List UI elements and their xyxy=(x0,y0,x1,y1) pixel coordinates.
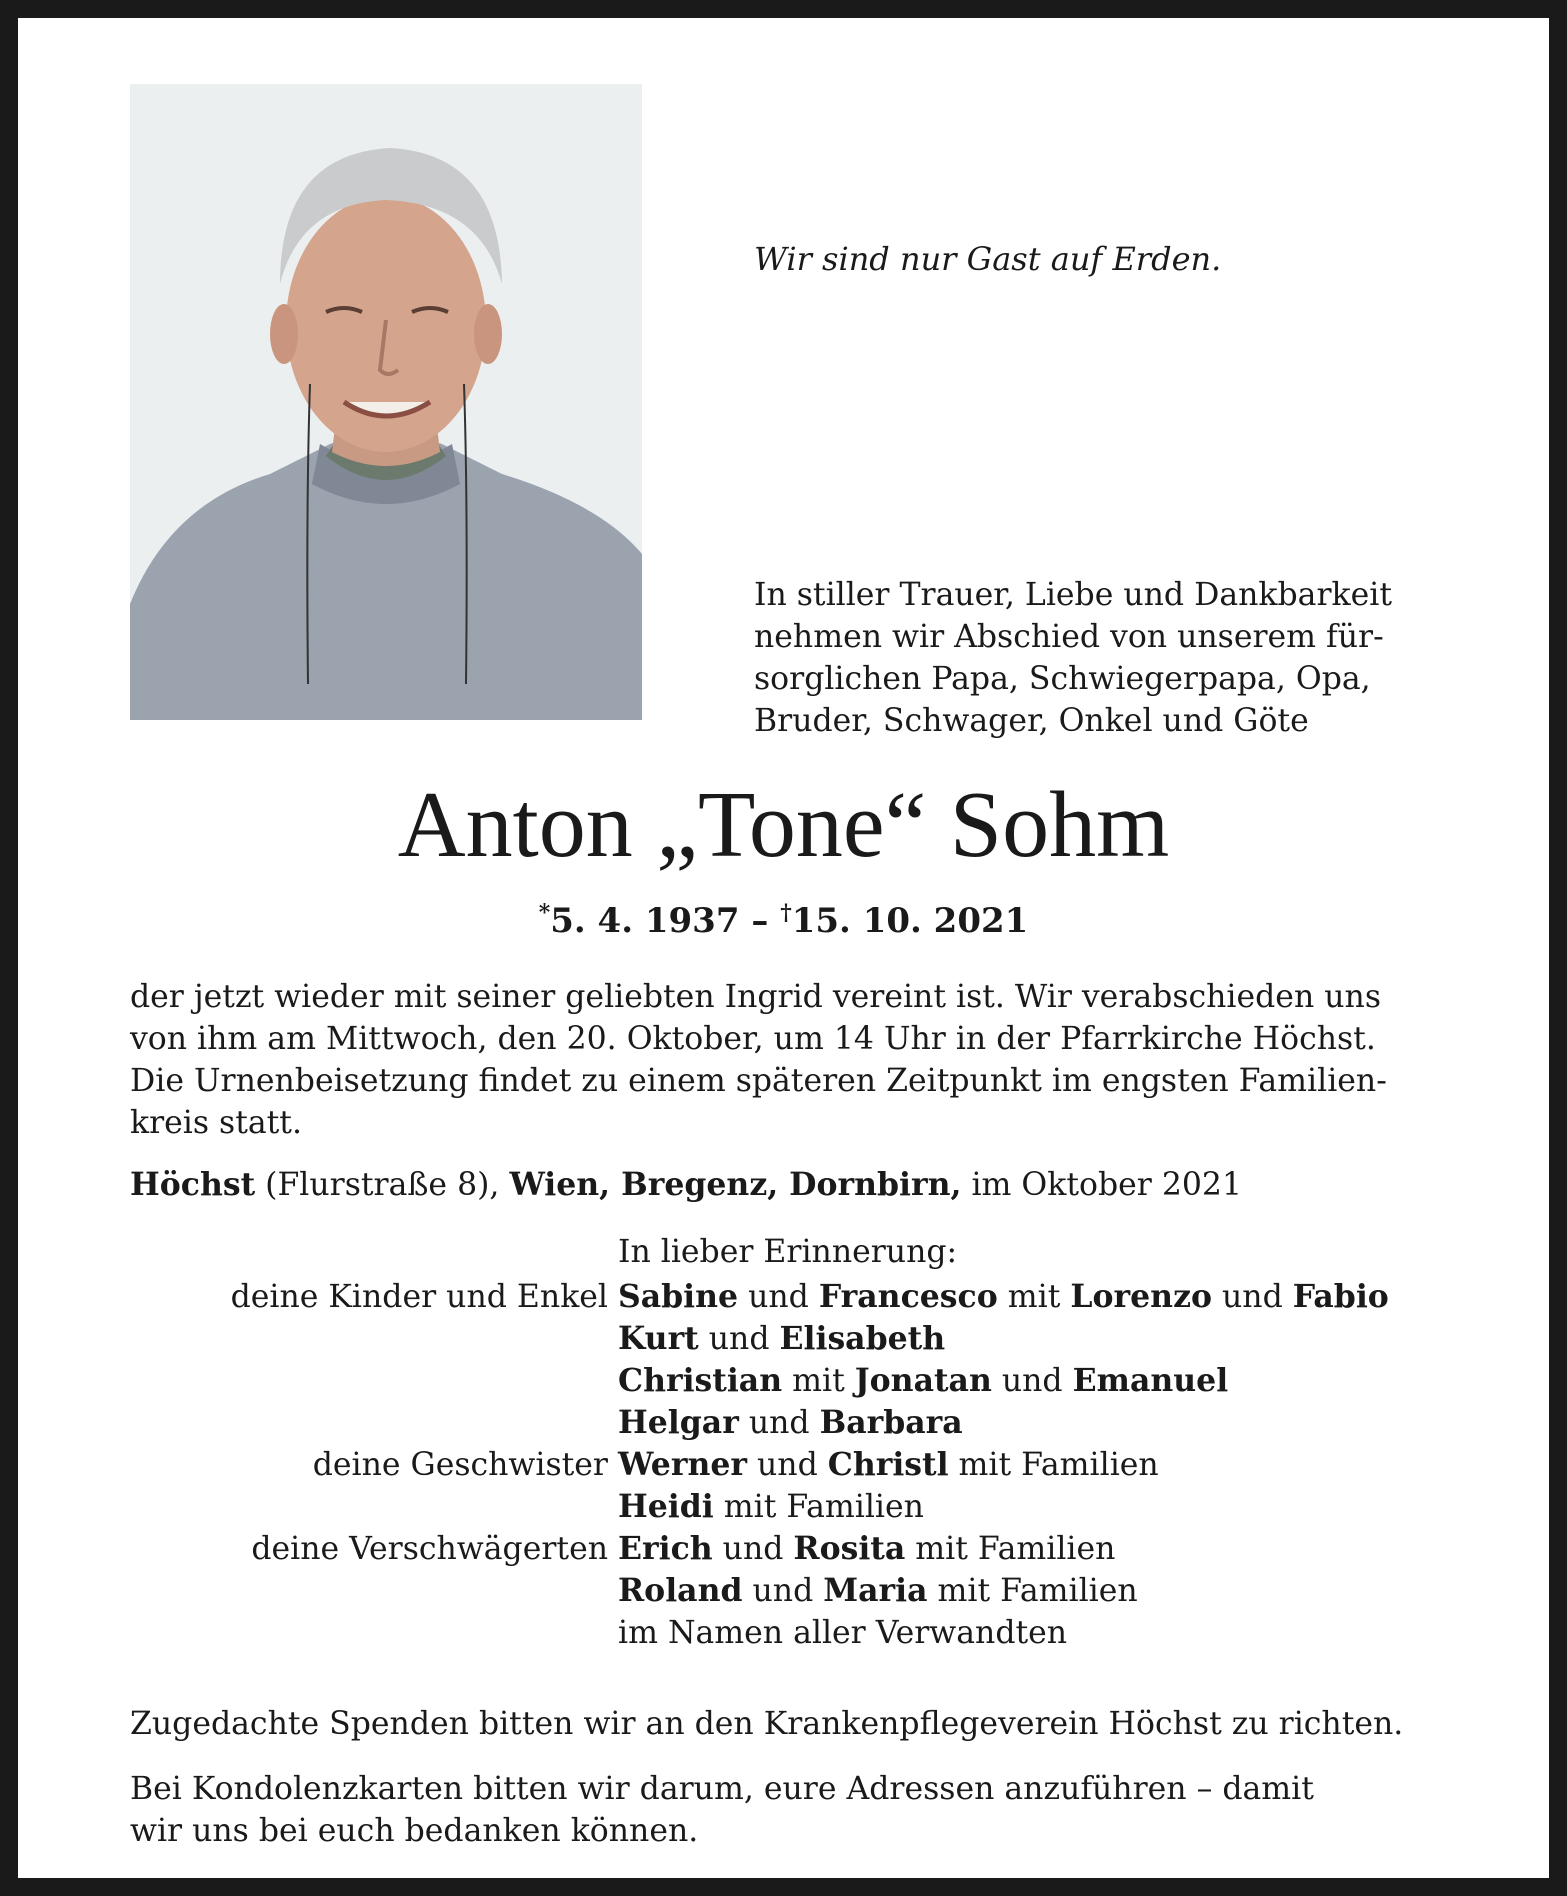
death-date: 15. 10. 2021 xyxy=(791,901,1029,941)
date-separator: – xyxy=(739,901,781,941)
portrait-photo xyxy=(130,84,642,720)
family-names: Christian mit Jonatan und Emanuel xyxy=(618,1362,1229,1399)
intro-line: sorglichen Papa, Schwiegerpapa, Opa, xyxy=(754,661,1371,697)
family-list xyxy=(130,1276,1460,1654)
death-symbol: † xyxy=(780,900,792,926)
relation-label xyxy=(130,1402,618,1444)
address: (Flurstraße 8), xyxy=(255,1167,510,1203)
farewell-paragraph xyxy=(130,976,1460,1144)
family-names: Erich und Rosita mit Familien xyxy=(618,1530,1116,1567)
intro-line: In stiller Trauer, Liebe und Dankbarkeit xyxy=(754,577,1392,613)
donations-note: Zugedachte Spenden bitten wir an den Krankenpflegeverein Höchst zu richten. xyxy=(130,1706,1404,1742)
places-line xyxy=(130,1166,1242,1203)
condolence-line: Bei Kondolenzkarten bitten wir darum, eure Adressen anzuführen – damit xyxy=(130,1771,1314,1807)
condolences-note xyxy=(130,1768,1460,1852)
family-names: Heidi mit Familien xyxy=(618,1488,924,1525)
relation-label xyxy=(130,1570,618,1612)
family-names: Werner und Christl mit Familien xyxy=(618,1446,1159,1483)
cities: Wien, Bregenz, Dornbirn, xyxy=(509,1166,962,1203)
family-row xyxy=(130,1528,1460,1570)
family-row xyxy=(130,1486,1460,1528)
family-row xyxy=(130,1444,1460,1486)
relation-label xyxy=(130,1486,618,1528)
intro-line: Bruder, Schwager, Onkel und Göte xyxy=(754,703,1309,739)
intro-text xyxy=(754,574,1454,742)
memory-heading: In lieber Erinnerung: xyxy=(618,1234,958,1270)
town: Höchst xyxy=(130,1166,256,1203)
relation-label: deine Verschwägerten xyxy=(251,1531,608,1567)
family-names: Sabine und Francesco mit Lorenzo und Fabio xyxy=(618,1278,1389,1315)
family-names: Helgar und Barbara xyxy=(618,1404,963,1441)
motto: Wir sind nur Gast auf Erden. xyxy=(754,240,1222,278)
family-row xyxy=(130,1360,1460,1402)
family-row xyxy=(130,1612,1460,1654)
intro-line: nehmen wir Abschied von unserem für- xyxy=(754,619,1384,655)
family-row xyxy=(130,1570,1460,1612)
relation-label xyxy=(130,1612,618,1654)
birth-date: 5. 4. 1937 xyxy=(550,901,740,941)
paragraph-line: Die Urnenbeisetzung findet zu einem späteren Zeitpunkt im engsten Familien- xyxy=(130,1063,1387,1099)
family-names: Kurt und Elisabeth xyxy=(618,1320,946,1357)
family-row xyxy=(130,1276,1460,1318)
relation-label: deine Kinder und Enkel xyxy=(230,1279,608,1315)
paragraph-line: kreis statt. xyxy=(130,1105,302,1141)
birth-symbol: * xyxy=(538,900,551,926)
relation-label xyxy=(130,1360,618,1402)
paragraph-line: der jetzt wieder mit seiner geliebten Ingrid vereint ist. Wir verabschieden uns xyxy=(130,979,1381,1015)
deceased-name: Anton „Tone“ Sohm xyxy=(397,773,1170,877)
relation-label: deine Geschwister xyxy=(312,1447,608,1483)
family-names: im Namen aller Verwandten xyxy=(618,1615,1068,1651)
place-date: im Oktober 2021 xyxy=(961,1167,1242,1203)
family-row xyxy=(130,1402,1460,1444)
life-dates xyxy=(18,900,1549,941)
paragraph-line: von ihm am Mittwoch, den 20. Oktober, um 14 Uhr in der Pfarrkirche Höchst. xyxy=(130,1021,1376,1057)
condolence-line: wir uns bei euch bedanken können. xyxy=(130,1813,699,1849)
family-names: Roland und Maria mit Familien xyxy=(618,1572,1138,1609)
relation-label xyxy=(130,1318,618,1360)
family-row xyxy=(130,1318,1460,1360)
portrait-illustration xyxy=(130,84,642,720)
